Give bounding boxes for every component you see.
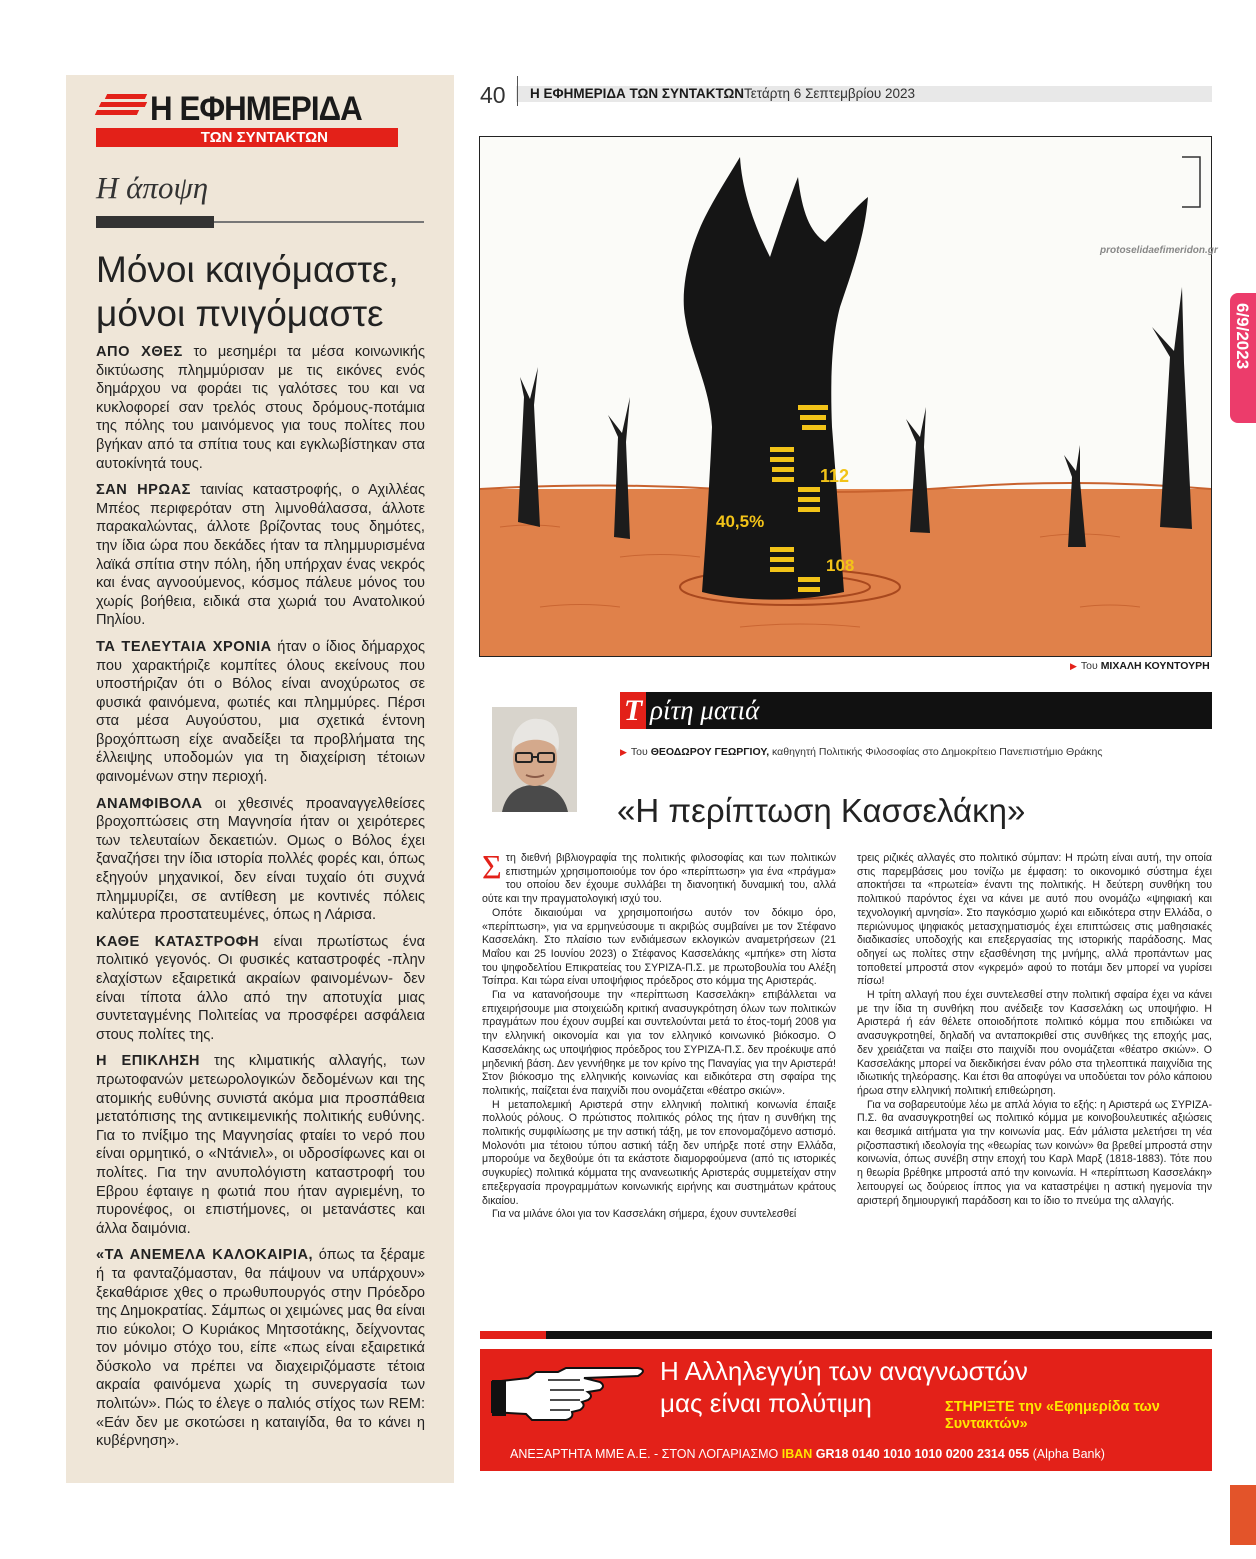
paragraph-text: οι χθεσινές προαναγγελθείσες βροχοπτώσεις στη Μαγνησία ήταν οι χειρότερες των τελευταίων δεκαετιών. Ομως ο Βόλος έχει ξαναζήσει την ίδια ιστορία πολλές φορές και, όπως εξηγούν μηχανικοί, δεν είναι τυχαίο ότι συχνά πλημμυρίζει, σε αντίθεση με κοντινές πόλεις καλύτερα προστατευμένες, όπως η Λάρισα.	[96, 795, 425, 924]
opinion-paragraph	[96, 638, 425, 787]
logo-subtitle: ΤΩΝ ΣΥΝΤΑΚΤΩΝ	[96, 128, 398, 147]
paragraph-lead: ΚΑΘΕ ΚΑΤΑΣΤΡΟΦΗ	[96, 933, 260, 950]
article-column-2	[857, 852, 1212, 1208]
paper-date: Τετάρτη 6 Σεπτεμβρίου 2023	[744, 86, 915, 101]
paragraph-text: ήταν ο ίδιος δήμαρχος που χαρακτήριζε κομπίτες όλους εκείνους που υποστήριζαν ότι ο Βόλος είναι ανοχύρωτος σε φυσικά φαινόμενα, φωτιές και πλημμύρες. Πέρσι στα μέσα Αυγούστου, μια σχετικά έντονη βροχόπτωση είχε αναδείξει τα προβλήματα της έλλειψης υποδομών για τη διαχείριση τέτοιων φαινομένων στην περιοχή.	[96, 638, 425, 786]
arrow-icon: ▶	[1070, 661, 1077, 671]
article-text: Για να μιλάνε όλοι για τον Κασσελάκη σήμερα, έχουν συντελεσθεί	[492, 1208, 797, 1221]
ad-title-line-2: μας είναι πολύτιμη	[660, 1388, 872, 1418]
logo-stripes-icon	[96, 94, 148, 124]
article-column-1	[482, 849, 836, 1222]
iban-number: GR18 0140 1010 1010 0200 2314 055	[815, 1447, 1030, 1461]
paper-name: Η ΕΦΗΜΕΡΙΔΑ ΤΩΝ ΣΥΝΤΑΚΤΩΝ	[530, 86, 745, 101]
date-side-tab	[1230, 293, 1256, 423]
ad-title-line-1: Η Αλληλεγγύη των αναγνωστών	[660, 1356, 1028, 1386]
opinion-headline: Μόνοι καιγόμαστε, μόνοι πνιγόμαστε	[96, 249, 399, 334]
article-paragraph	[482, 989, 836, 1099]
opinion-paragraph	[96, 1246, 425, 1451]
side-tab-label: 6/9/2023	[1233, 303, 1252, 370]
page-number: 40	[480, 82, 506, 108]
opinion-paragraph	[96, 933, 425, 1045]
article-text: Οπότε δικαιούμαι να χρησιμοποιήσω αυτόν τον δόκιμο όρο, «περίπτωση», για να ερμηνεύσουμε τι ακριβώς συμβαίνει με τον Στέφανο Κασσελάκη. Στο πλαίσιο των ενδιάμεσων εκλογικών αναμετρήσεων (21 Μαΐου και 25 Ιουνίου 2023) ο Στέφανος Κασσελάκης «μπήκε» στη λίστα του ψηφοδελτίου Επικρατείας του ΣΥΡΙΖΑ-Π.Σ. με πρωτοβουλία του Αλέξη Τσίπρα. Και τώρα είναι υποψήφιος πρόεδρος στο κόμμα της Αριστεράς.	[482, 906, 836, 988]
byline-role: καθηγητή Πολιτικής Φιλοσοφίας στο Δημοκρίτειο Πανεπιστήμιο Θράκης	[769, 746, 1103, 758]
article-paragraph	[857, 1099, 1212, 1209]
watermark: protoselidaefimeridon.gr	[1100, 245, 1218, 256]
article-text: Η μεταπολεμική Αριστερά στην ελληνική πολιτική κοινωνία έπαιξε πολλούς ρόλους. Ο πρώτιστος πολιτικός ρόλος της ήταν η συνθήκη της πολιτικής συμφιλίωσης με την αστική τάξη, με τον επονομαζόμενο αστισμό. Μολονότι μια τέτοιου τύπου αστική τάξη δεν υπήρξε ποτέ στην Ελλάδα, μπορούμε να δεχθούμε ότι τα εκάστοτε διαμορφούμενα (από τις ιστορικές συγκυρίες) πολιτικά κόμματα της ανανεωτικής Αριστεράς συμμετείχαν στην επεξεργασία προγραμμάτων κοινωνικής ειρήνης και συστημάτων κράτους δικαίου.	[482, 1098, 836, 1207]
article-text: τη διεθνή βιβλιογραφία της πολιτικής φιλοσοφίας και των πολιτικών επιστημών χρησιμοποιούμε τον όρο «περίπτωση» για ένα «πράγμα» του οποίου δεν έχουμε συλλάβει τη διανοητική δυναμική του, αλλά ούτε και την πραγματολογική ισχύ του.	[482, 852, 836, 906]
article-paragraph	[482, 849, 836, 907]
paragraph-text: είναι πρωτίστως ένα πολιτικό γεγονός. Οι φυσικές καταστροφές -πλην ελαχίστων εξαιρετικά ακραίων φαινομένων- δεν είναι τίποτα άλλο από την αποτυχία μιας συντεταγμένης Πολιτείας να προσφέρει ασφάλεια στους πολίτες της.	[96, 933, 426, 1043]
paragraph-lead: Η ΕΠΙΚΛΗΣΗ	[96, 1053, 200, 1070]
article-paragraph	[482, 1208, 836, 1222]
article-text: Για να σοβαρευτούμε λέω με απλά λόγια το εξής: η Αριστερά ως ΣΥΡΙΖΑ-Π.Σ. θα ανασυγκροτηθεί ως πολιτικό κόμμα με κοινοβουλευτικές αξιώσεις και θεσμικά αιτήματα για την κοινωνία μας. Εάν μάλιστα μελετήσει τη νέα ριζοσπαστική ιδεολογία της «θεωρίας των κοινών» θα βρεθεί μπροστά στην κοινωνία, όπως συνέβη στην εποχή του Καρλ Μαρξ (1818-1883). Τότε που η θεωρία βρέθηκε μπροστά από την κοινωνία. Η «περίπτωση Κασσελάκη» λειτουργεί ως δούρειος ίππος για να καταστρέψει η αστική ηγεμονία την αριστερή δημιουργική παράδοση και το ίδιο το πνεύμα της αλλαγής.	[857, 1098, 1212, 1207]
paragraph-lead: ΤΑ ΤΕΛΕΥΤΑΙΑ ΧΡΟΝΙΑ	[96, 638, 272, 655]
paragraph-text: όπως τα ξέραμε ή τα φανταζόμασταν, θα πάψουν να υπάρχουν» ξεκαθάρισε χθες ο πρωθυπουργός στην Πρόεδρο της Δημοκρατίας. Σάμπως οι χειμώνες μας θα είναι πιο εύκολοι; Ο Κυριάκος Μητσοτάκης, δείχνοντας τον μόνιμο στόχο του, είπε «πως είναι εξαιρετικά δύσκολο να πρέπει να διαχειριζόμαστε τέτοια ακραία φαινόμενα χωρίς τη συνεργασία των πολιτών». Πώς το έλεγε ο παλιός στίχος των REM: «Εάν δεν με σκοτώσει η καταιγίδα, θα το κάνει η κυβέρνηση».	[96, 1247, 425, 1450]
pointing-hand-icon	[488, 1360, 658, 1430]
section-title: Η άποψη	[96, 170, 209, 205]
opinion-paragraph	[96, 1052, 425, 1238]
third-eye-title: ρίτη ματιά	[650, 695, 760, 725]
article-byline	[620, 746, 1102, 758]
drop-cap: Σ	[482, 849, 502, 886]
opinion-paragraph	[96, 795, 425, 925]
opinion-body	[96, 343, 425, 1459]
side-tab-bottom	[1230, 1485, 1256, 1545]
arrow-icon: ▶	[620, 747, 627, 757]
ad-account-line	[510, 1447, 1105, 1461]
cartoon	[479, 136, 1212, 657]
paragraph-text: το μεσημέρι τα μέσα κοινωνικής δικτύωσης πλημμύρισαν με τις εικόνες ενός δημάρχου να φοράει τις γαλότσες του και να κυκλοφορεί σαν τρελός στους δρόμους-ποτάμια της πόλης του μαινόμενος για τους πολίτες που βγήκαν από τα σπίτια τους και εγκλωβίστηκαν στα αυτοκίνητά τους.	[96, 344, 426, 472]
cartoon-label-pct: 40,5%	[716, 512, 765, 531]
paragraph-text: της κλιματικής αλλαγής, των πρωτοφανών μετεωρολογικών δεδομένων και της ατομικής ευθύνης συνιστά ακόμα μια προσπάθεια μετατόπισης της αντικειμενικής πολιτικής ευθύνης. Για το πνίξιμο της Μαγνησίας φταίει το νερό που είναι ορμητικό, ο «Ντάνιελ», οι υδροσίφωνες και οι πολίτες. Για την ανυπολόγιστη καταστροφή του Εβρου έφταιγε η φωτιά που ήταν αγριεμένη, το πυρονέφος, οι επιστήμονες, οι μετανάστες και άλλα δαιμόνια.	[96, 1053, 426, 1237]
ad-account-text: ΑΝΕΞΑΡΤΗΤΑ ΜΜΕ Α.Ε. - ΣΤΟΝ ΛΟΓΑΡΙΑΣΜΟ	[510, 1447, 779, 1461]
credit-name: ΜΙΧΑΛΗ ΚΟΥΝΤΟΥΡΗ	[1100, 660, 1210, 672]
logo-title: Η ΕΦΗΜΕΡΙΔΑ	[150, 90, 362, 128]
article-text: Για να κατανοήσουμε την «περίπτωση Κασσελάκη» επιβάλλεται να επιχειρήσουμε μια στοιχειώδη κριτική ανασυγκρότηση όλων των πολιτικών πραγμάτων που έχουν συμβεί και συντελούνται μετά το έτος-τομή 2008 για την ελληνική οικονομία και για τον ελληνικό κοινωνικό βιόκοσμο. Ο Κασσελάκης ως υποψήφιος πρόεδρος του ΣΥΡΙΖΑ-Π.Σ. δεν προέκυψε από μηδενική βάση. Δεν γεννήθηκε με τον κρίνο της Παναγίας για την Αριστερά! Στον βιόκοσμο της ελληνικής κοινωνίας και ειδικότερα στη σφαίρα της πολιτικής, παίζεται ένα παιχνίδι που ονομάζεται «θέατρο σκιών».	[482, 989, 836, 1097]
opinion-paragraph	[96, 343, 425, 473]
bank-name: (Alpha Bank)	[1032, 1447, 1105, 1461]
credit-prefix: Του	[1080, 660, 1098, 672]
section-rule-thin	[214, 221, 424, 223]
article-text: Η τρίτη αλλαγή που έχει συντελεσθεί στην πολιτική σφαίρα έχει να κάνει με την ίδια τη συνθήκη που ανέδειξε τον Κασσελάκη ως υποψήφιο. Η Αριστερά ή εάν θέλετε οποιοδήποτε πολιτικό κόμμα που επιδιώκει να ανασυγκροτηθεί, δηλαδή να ανταποκριθεί στις συνθήκες της εποχής μας, δεν χρειάζεται να παίξει στο παιχνίδι που ονομάζεται «θέατρο σκιών». Ο Κασσελάκης μπορεί να διεκδικήσει έναν ρόλο στα τηλεοπτικά παιχνίδια της ιδιωτικής τηλεόρασης. Και έτσι θα αποφύγει να υποδύεται τον ρόλο κάποιου ήρωα στην ελληνική πολιτική επιθεώρηση.	[857, 989, 1212, 1097]
article-paragraph	[857, 852, 1212, 989]
paragraph-lead: ΑΝΑΜΦΙΒΟΛΑ	[96, 795, 203, 812]
section-rule	[96, 216, 214, 228]
article-title: «Η περίπτωση Κασσελάκη»	[617, 792, 1026, 829]
author-portrait	[492, 707, 577, 812]
cartoon-label-108: 108	[826, 556, 855, 575]
article-paragraph	[482, 907, 836, 989]
cartoon-label-112: 112	[820, 466, 850, 486]
paragraph-lead: ΑΠΟ ΧΘΕΣ	[96, 344, 183, 360]
byline-prefix: Του	[630, 746, 648, 758]
paragraph-text: ταινίας καταστροφής, ο Αχιλλέας Μπέος περιφερόταν στη λιμνοθάλασσα, άλλοτε παρακαλώντας, άλλοτε βρίζοντας τους δημότες, την ίδια ώρα που δεκάδες ήταν τα πλημμυρισμένα λαϊκά σπίτια στην πόλη, ήδη υπήρχαν ένας νεκρός και ένας αγνοούμενος, κόσμος πάλευε μόνος του χωρίς βοήθεια, ειδικά στα χωριά του Ανατολικού Πηλίου.	[96, 482, 425, 629]
iban-label: IBAN	[781, 1447, 813, 1461]
paragraph-lead: «ΤΑ ΑΝΕΜΕΛΑ ΚΑΛΟΚΑΙΡΙΑ,	[96, 1247, 314, 1264]
byline-name: ΘΕΟΔΩΡΟΥ ΓΕΩΡΓΙΟΥ,	[650, 746, 770, 758]
article-text: τρεις ριζικές αλλαγές στο πολιτικό σύμπαν: Η πρώτη είναι αυτή, την οποία στις παρεμβάσεις μου τονίζω με έμφαση: το οικονομικό σύστημα έχει αποκτήσει τα «πρωτεία» έναντι της πολιτικής. Η δεύτερη συνθήκη του πολιτικού παρόντος έχει να κάνει με αυτό που ονομάζω «ψηφιακή και τεχνολογική αμνησία». Στο παγκόσμιο χωριό και ειδικότερα στην Ελλάδα, ο περιώνυμος ψηφιακός μετασχηματισμός έχει επιπτώσεις στις μαθησιακές διαδικασίες υποδοχής και επεξεργασίας της ιστορικής παράδοσης. Μας οδηγεί ως πολίτες στην εξασθένηση της μνήμης, αλλά προπάντων μας τοποθετεί μπροστά στον «γκρεμό» αφού το ποτάμι δεν μπορεί να γυρίσει πίσω!	[857, 852, 1212, 988]
paragraph-lead: ΣΑΝ ΗΡΩΑΣ	[96, 482, 191, 499]
opinion-paragraph	[96, 481, 425, 630]
header-divider	[517, 76, 518, 106]
article-paragraph	[857, 989, 1212, 1099]
cartoon-credit	[1070, 660, 1210, 672]
cartoon-drawing	[480, 137, 1211, 656]
article-paragraph	[482, 1099, 836, 1209]
ad-separator-accent	[480, 1331, 546, 1339]
third-eye-initial: Τ	[620, 692, 646, 729]
ad-separator	[480, 1331, 1212, 1339]
ad-cta: ΣΤΗΡΙΞΤΕ την «Εφημερίδα των Συντακτών»	[945, 1399, 1160, 1432]
